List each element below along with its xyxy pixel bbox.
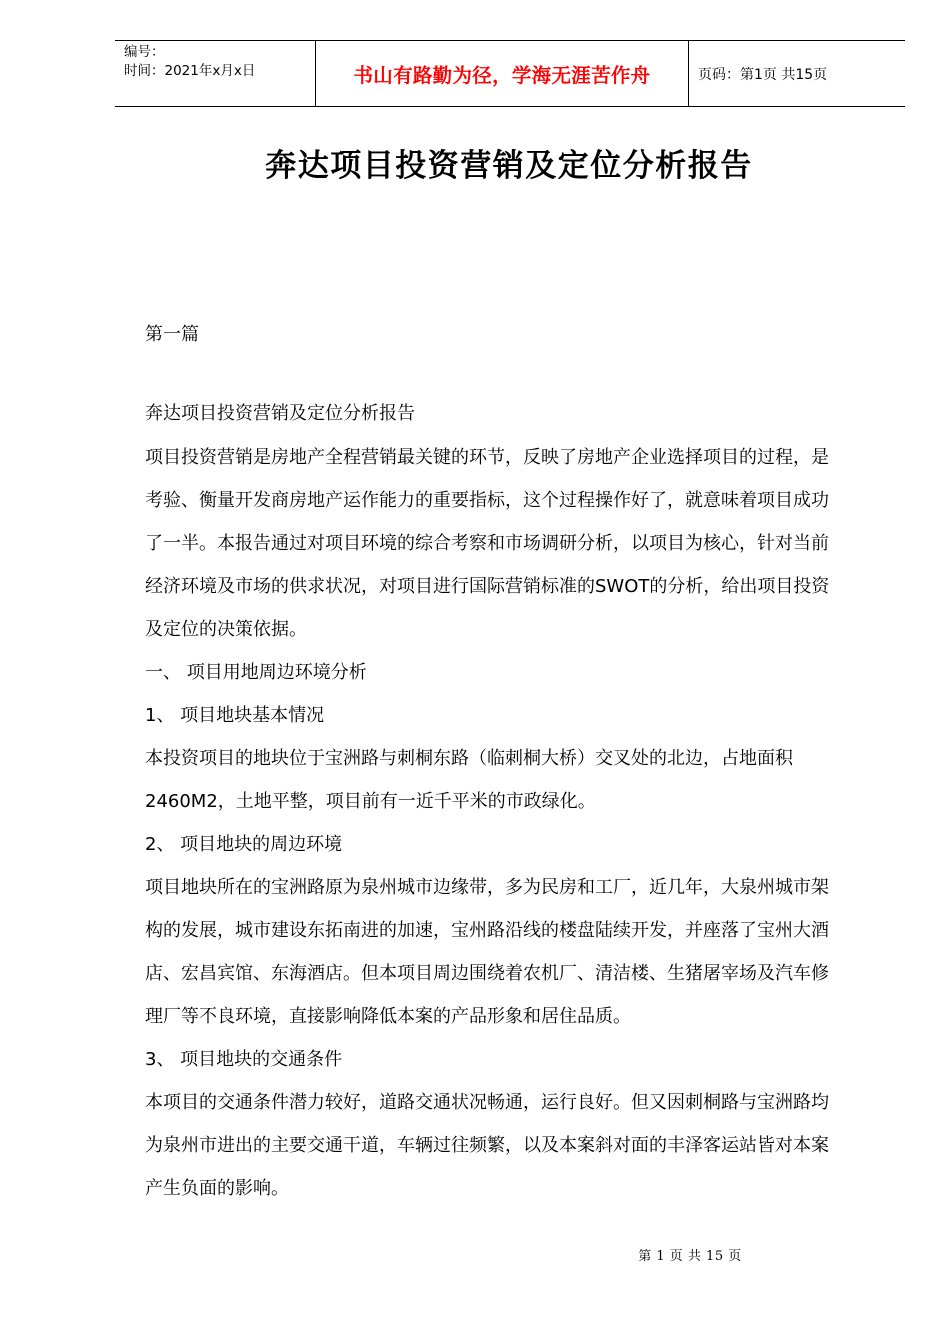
heading-subsection-1-3: 3、 项目地块的交通条件 [145, 1049, 343, 1070]
heading-subsection-1-2: 2、 项目地块的周边环境 [145, 834, 343, 855]
paragraph-line: 店、宏昌宾馆、东海酒店。但本项目周边围绕着农机厂、清洁楼、生猪屠宰场及汽车修 [145, 963, 829, 984]
paragraph-line: 为泉州市进出的主要交通干道，车辆过往频繁，以及本案斜对面的丰泽客运站皆对本案 [145, 1135, 829, 1156]
header-page-info: 页码：第1页 共15页 [698, 66, 828, 83]
paragraph-line: 构的发展，城市建设东拓南进的加速，宝州路沿线的楼盘陆续开发，并座落了宝州大酒 [145, 920, 829, 941]
paragraph-line: 产生负面的影响。 [145, 1178, 289, 1199]
intro-line: 及定位的决策依据。 [145, 619, 307, 640]
intro-line: 了一半。本报告通过对项目环境的综合考察和市场调研分析，以项目为核心，针对当前 [145, 533, 829, 554]
document-title: 奔达项目投资营销及定位分析报告 [265, 148, 753, 184]
heading-section-1: 一、 项目用地周边环境分析 [145, 662, 367, 683]
intro-line: 项目投资营销是房地产全程营销最关键的环节，反映了房地产企业选择项目的过程，是 [145, 447, 829, 468]
header-number-label: 编号： [124, 44, 165, 60]
header-time-label: 时间：2021年x月x日 [124, 63, 256, 79]
paragraph-line: 本投资项目的地块位于宝洲路与刺桐东路（临刺桐大桥）交叉处的北边，占地面积 [145, 748, 793, 769]
paragraph-line: 理厂等不良环境，直接影响降低本案的产品形象和居住品质。 [145, 1006, 631, 1027]
paragraph-line: 本项目的交通条件潜力较好，道路交通状况畅通，运行良好。但又因刺桐路与宝洲路均 [145, 1092, 829, 1113]
header-meta [115, 41, 316, 106]
document-header [115, 40, 905, 107]
section-label: 第一篇 [145, 324, 199, 345]
report-subtitle: 奔达项目投资营销及定位分析报告 [145, 403, 415, 424]
paragraph-line: 2460M2，土地平整，项目前有一近千平米的市政绿化。 [145, 791, 596, 812]
intro-line: 经济环境及市场的供求状况，对项目进行国际营销标准的SWOT的分析，给出项目投资 [145, 576, 830, 597]
header-motto: 书山有路勤为径，学海无涯苦作舟 [316, 41, 689, 106]
intro-line: 考验、衡量开发商房地产运作能力的重要指标，这个过程操作好了，就意味着项目成功 [145, 490, 829, 511]
heading-subsection-1-1: 1、 项目地块基本情况 [145, 705, 325, 726]
paragraph-line: 项目地块所在的宝洲路原为泉州城市边缘带，多为民房和工厂，近几年，大泉州城市架 [145, 877, 829, 898]
page-footer: 第 1 页 共 15 页 [638, 1249, 742, 1264]
